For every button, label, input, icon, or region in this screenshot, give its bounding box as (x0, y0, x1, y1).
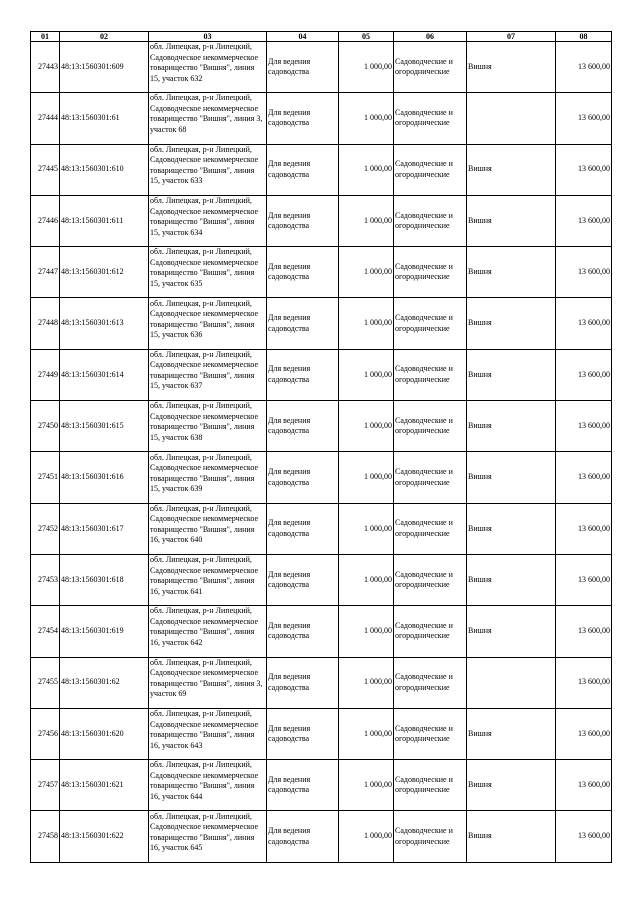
area-value: 1 000,00 (339, 811, 394, 862)
address-text: обл. Липецкая, р-н Липецкий, Садоводческое некоммерческое товарищество "Вишня", линия 16, участок 644 (150, 760, 259, 801)
address-cell (149, 554, 267, 605)
address-text: обл. Липецкая, р-н Липецкий, Садоводческое некоммерческое товарищество "Вишня", линия 15, участок 633 (150, 144, 259, 186)
land-category: Садоводческие и огороднические (394, 452, 467, 503)
land-category: Садоводческие и огороднические (394, 42, 467, 93)
cadastral-value: 13 600,00 (556, 657, 612, 708)
address-text: обл. Липецкая, р-н Липецкий, Садоводческое некоммерческое товарищество "Вишня", линия 16, участок 641 (150, 555, 259, 596)
address-cell (149, 247, 267, 298)
permitted-use: Для ведения садоводства (267, 657, 339, 708)
cadastral-number: 48:13:1560301:622 (60, 811, 149, 862)
permitted-use: Для ведения садоводства (267, 708, 339, 759)
land-registry-table (30, 31, 612, 863)
cadastral-number: 48:13:1560301:616 (60, 452, 149, 503)
permitted-use: Для ведения садоводства (267, 401, 339, 452)
column-header-01: 01 (31, 32, 60, 42)
row-number: 27451 (31, 452, 60, 503)
row-number: 27449 (31, 349, 60, 400)
area-value: 1 000,00 (339, 42, 394, 93)
table-row (31, 452, 612, 503)
cadastral-number: 48:13:1560301:614 (60, 349, 149, 400)
address-cell (149, 298, 267, 349)
area-value: 1 000,00 (339, 452, 394, 503)
cadastral-number: 48:13:1560301:610 (60, 144, 149, 195)
permitted-use: Для ведения садоводства (267, 93, 339, 144)
table-row (31, 811, 612, 862)
permitted-use: Для ведения садоводства (267, 195, 339, 246)
partnership-name: Вишня (467, 144, 556, 195)
table-body (31, 42, 612, 863)
cadastral-number: 48:13:1560301:61 (60, 93, 149, 144)
cadastral-value: 13 600,00 (556, 760, 612, 811)
land-category: Садоводческие и огороднические (394, 298, 467, 349)
address-cell (149, 401, 267, 452)
row-number: 27452 (31, 503, 60, 554)
address-cell (149, 760, 267, 811)
cadastral-value: 13 600,00 (556, 452, 612, 503)
address-text: обл. Липецкая, р-н Липецкий, Садоводческое некоммерческое товарищество "Вишня", линия 15, участок 637 (150, 349, 259, 391)
cadastral-value: 13 600,00 (556, 554, 612, 605)
permitted-use: Для ведения садоводства (267, 349, 339, 400)
address-cell (149, 195, 267, 246)
address-cell (149, 657, 267, 708)
column-header-02: 02 (60, 32, 149, 42)
permitted-use: Для ведения садоводства (267, 760, 339, 811)
area-value: 1 000,00 (339, 144, 394, 195)
table-row (31, 298, 612, 349)
area-value: 1 000,00 (339, 298, 394, 349)
address-text: обл. Липецкая, р-н Липецкий, Садоводческое некоммерческое товарищество "Вишня", линия 16, участок 642 (150, 606, 259, 647)
area-value: 1 000,00 (339, 93, 394, 144)
table-header-row (31, 32, 612, 42)
permitted-use: Для ведения садоводства (267, 606, 339, 657)
partnership-name: Вишня (467, 760, 556, 811)
row-number: 27445 (31, 144, 60, 195)
cadastral-number: 48:13:1560301:611 (60, 195, 149, 246)
address-cell (149, 42, 267, 93)
partnership-name: Вишня (467, 554, 556, 605)
land-category: Садоводческие и огороднические (394, 247, 467, 298)
address-cell (149, 811, 267, 862)
row-number: 27457 (31, 760, 60, 811)
partnership-name (467, 93, 556, 144)
table-row (31, 195, 612, 246)
cadastral-number: 48:13:1560301:619 (60, 606, 149, 657)
partnership-name: Вишня (467, 811, 556, 862)
partnership-name: Вишня (467, 195, 556, 246)
cadastral-value: 13 600,00 (556, 349, 612, 400)
column-header-05: 05 (339, 32, 394, 42)
partnership-name: Вишня (467, 503, 556, 554)
row-number: 27444 (31, 93, 60, 144)
area-value: 1 000,00 (339, 349, 394, 400)
land-category: Садоводческие и огороднические (394, 93, 467, 144)
row-number: 27453 (31, 554, 60, 605)
column-header-07: 07 (467, 32, 556, 42)
address-text: обл. Липецкая, р-н Липецкий, Садоводческое некоммерческое товарищество "Вишня", линия 3, участок 68 (150, 93, 263, 134)
address-cell (149, 606, 267, 657)
address-text: обл. Липецкая, р-н Липецкий, Садоводческое некоммерческое товарищество "Вишня", линия 15, участок 639 (150, 452, 259, 494)
partnership-name: Вишня (467, 708, 556, 759)
partnership-name: Вишня (467, 452, 556, 503)
area-value: 1 000,00 (339, 708, 394, 759)
cadastral-value: 13 600,00 (556, 298, 612, 349)
address-text: обл. Липецкая, р-н Липецкий, Садоводческое некоммерческое товарищество "Вишня", линия 16, участок 645 (150, 811, 259, 853)
row-number: 27455 (31, 657, 60, 708)
address-text: обл. Липецкая, р-н Липецкий, Садоводческое некоммерческое товарищество "Вишня", линия 16, участок 640 (150, 503, 259, 545)
row-number: 27447 (31, 247, 60, 298)
cadastral-number: 48:13:1560301:609 (60, 42, 149, 93)
partnership-name: Вишня (467, 401, 556, 452)
table-row (31, 606, 612, 657)
cadastral-value: 13 600,00 (556, 195, 612, 246)
cadastral-value: 13 600,00 (556, 401, 612, 452)
land-category: Садоводческие и огороднические (394, 657, 467, 708)
address-cell (149, 452, 267, 503)
area-value: 1 000,00 (339, 195, 394, 246)
cadastral-number: 48:13:1560301:612 (60, 247, 149, 298)
partnership-name: Вишня (467, 42, 556, 93)
address-text: обл. Липецкая, р-н Липецкий, Садоводческое некоммерческое товарищество "Вишня", линия 15, участок 638 (150, 401, 259, 442)
land-category: Садоводческие и огороднические (394, 144, 467, 195)
table-row (31, 42, 612, 93)
table-row (31, 349, 612, 400)
address-text: обл. Липецкая, р-н Липецкий, Садоводческое некоммерческое товарищество "Вишня", линия 15, участок 635 (150, 247, 259, 288)
area-value: 1 000,00 (339, 606, 394, 657)
table-row (31, 708, 612, 759)
column-header-06: 06 (394, 32, 467, 42)
address-cell (149, 144, 267, 195)
area-value: 1 000,00 (339, 657, 394, 708)
table-row (31, 247, 612, 298)
table-row (31, 657, 612, 708)
cadastral-number: 48:13:1560301:613 (60, 298, 149, 349)
permitted-use: Для ведения садоводства (267, 811, 339, 862)
area-value: 1 000,00 (339, 401, 394, 452)
row-number: 27448 (31, 298, 60, 349)
cadastral-number: 48:13:1560301:621 (60, 760, 149, 811)
address-cell (149, 349, 267, 400)
column-header-04: 04 (267, 32, 339, 42)
cadastral-number: 48:13:1560301:620 (60, 708, 149, 759)
permitted-use: Для ведения садоводства (267, 554, 339, 605)
cadastral-value: 13 600,00 (556, 144, 612, 195)
row-number: 27450 (31, 401, 60, 452)
area-value: 1 000,00 (339, 760, 394, 811)
table-row (31, 93, 612, 144)
address-cell (149, 708, 267, 759)
permitted-use: Для ведения садоводства (267, 42, 339, 93)
table-row (31, 554, 612, 605)
area-value: 1 000,00 (339, 503, 394, 554)
cadastral-value: 13 600,00 (556, 93, 612, 144)
cadastral-number: 48:13:1560301:618 (60, 554, 149, 605)
cadastral-value: 13 600,00 (556, 42, 612, 93)
land-category: Садоводческие и огороднические (394, 708, 467, 759)
address-text: обл. Липецкая, р-н Липецкий, Садоводческое некоммерческое товарищество "Вишня", линия 15, участок 636 (150, 298, 259, 340)
land-category: Садоводческие и огороднические (394, 349, 467, 400)
address-text: обл. Липецкая, р-н Липецкий, Садоводческое некоммерческое товарищество "Вишня", линия 3, участок 69 (150, 657, 263, 699)
land-category: Садоводческие и огороднические (394, 606, 467, 657)
permitted-use: Для ведения садоводства (267, 247, 339, 298)
land-category: Садоводческие и огороднические (394, 760, 467, 811)
column-header-08: 08 (556, 32, 612, 42)
table-row (31, 503, 612, 554)
row-number: 27456 (31, 708, 60, 759)
permitted-use: Для ведения садоводства (267, 298, 339, 349)
land-category: Садоводческие и огороднические (394, 401, 467, 452)
cadastral-number: 48:13:1560301:615 (60, 401, 149, 452)
permitted-use: Для ведения садоводства (267, 452, 339, 503)
address-cell (149, 93, 267, 144)
partnership-name: Вишня (467, 349, 556, 400)
cadastral-number: 48:13:1560301:617 (60, 503, 149, 554)
cadastral-value: 13 600,00 (556, 503, 612, 554)
column-header-03: 03 (149, 32, 267, 42)
land-category: Садоводческие и огороднические (394, 195, 467, 246)
partnership-name (467, 657, 556, 708)
address-text: обл. Липецкая, р-н Липецкий, Садоводческое некоммерческое товарищество "Вишня", линия 15, участок 634 (150, 196, 259, 237)
row-number: 27446 (31, 195, 60, 246)
table-row (31, 144, 612, 195)
cadastral-number: 48:13:1560301:62 (60, 657, 149, 708)
cadastral-value: 13 600,00 (556, 708, 612, 759)
permitted-use: Для ведения садоводства (267, 144, 339, 195)
table-row (31, 401, 612, 452)
cadastral-value: 13 600,00 (556, 606, 612, 657)
cadastral-value: 13 600,00 (556, 811, 612, 862)
address-cell (149, 503, 267, 554)
area-value: 1 000,00 (339, 554, 394, 605)
partnership-name: Вишня (467, 298, 556, 349)
row-number: 27458 (31, 811, 60, 862)
land-category: Садоводческие и огороднические (394, 554, 467, 605)
address-text: обл. Липецкая, р-н Липецкий, Садоводческое некоммерческое товарищество "Вишня", линия 16, участок 643 (150, 709, 259, 750)
permitted-use: Для ведения садоводства (267, 503, 339, 554)
table-row (31, 760, 612, 811)
row-number: 27454 (31, 606, 60, 657)
address-text: обл. Липецкая, р-н Липецкий, Садоводческое некоммерческое товарищество "Вишня", линия 15, участок 632 (150, 42, 259, 83)
partnership-name: Вишня (467, 606, 556, 657)
partnership-name: Вишня (467, 247, 556, 298)
land-category: Садоводческие и огороднические (394, 811, 467, 862)
cadastral-value: 13 600,00 (556, 247, 612, 298)
area-value: 1 000,00 (339, 247, 394, 298)
row-number: 27443 (31, 42, 60, 93)
land-category: Садоводческие и огороднические (394, 503, 467, 554)
